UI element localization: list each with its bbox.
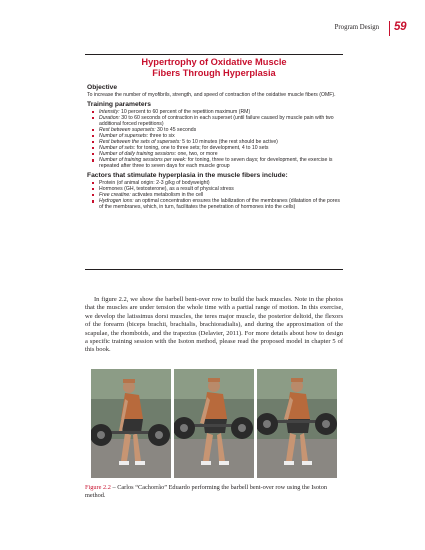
item-text: Hormones (GH, testosterone), as a result of physical stress [99, 186, 234, 193]
item-label: Number of training sessions per week: [99, 157, 187, 164]
item-label: Intensity: [99, 108, 120, 115]
athlete-photo-end-position [257, 369, 337, 478]
box-title [85, 57, 343, 79]
figure-label: Figure 2.2 [85, 484, 111, 491]
box-title-line-1: Hypertrophy of Oxidative Muscle [141, 57, 287, 67]
figure-caption [85, 484, 343, 499]
photo-2 [174, 369, 254, 478]
item-label: Rest between supersets: [99, 126, 156, 133]
params-list [87, 109, 343, 170]
item-label: Hydrogen ions: [99, 198, 134, 205]
factors-list [87, 180, 343, 210]
item-label: Number of sets: [99, 145, 136, 152]
item-text: 30 to 45 seconds [155, 126, 197, 133]
item-text: 5 to 10 minutes (the rest should be active) [180, 139, 278, 146]
item-text: 10 percent to 60 percent of the repetition maximum (RM) [119, 108, 251, 115]
athlete-photo-mid-position [174, 369, 254, 478]
item-label: Free creatine: [99, 192, 131, 199]
body-paragraph: In figure 2.2, we show the barbell bent-over row to build the back muscles. Note in the photos that the muscles are under tension the whole time with a partial range of motion. In this exercise, we develop the latissimus dorsi muscles, the teres major muscle, the posterior deltoid, the flexors of the forearm (biceps brachii, brachialis, brachioradialis), and during the approximation of the scapulae, the rhomboids, and the trapezius (Delavier, 2011). For more details about how to design a specific training session with the Isoton method, please read the proposed model in chapter 5 of this book. [85, 296, 343, 354]
figure-caption-text: – Carlos “Cachorrão” Eduardo performing the barbell bent-over row using the Isoton method. [85, 484, 328, 499]
item-label: Number of supersets: [99, 132, 149, 139]
item-text: activates metabolism in the cell [130, 192, 204, 199]
box-content [87, 84, 343, 213]
item-text: one, two, or more [176, 151, 218, 158]
sidebar-box [85, 54, 343, 270]
page-number: 59 [394, 21, 407, 33]
item-text: three to six [148, 132, 175, 139]
figure-photos [91, 369, 338, 478]
item-text: 30 to 60 seconds of contraction in each superset (until failure caused by muscle pain with two additional forced repetitions) [99, 114, 334, 127]
athlete-photo-start-position [91, 369, 171, 478]
list-item [87, 157, 343, 169]
objective-text: To increase the number of myofibrils, strength, and speed of contraction of the oxidative muscle fibers (OMF). [87, 92, 336, 98]
params-heading: Training parameters [87, 100, 151, 108]
box-title-line-2: Fibers Through Hyperplasia [152, 68, 276, 78]
box-bottom-rule [85, 269, 343, 270]
running-head-rule [389, 21, 390, 36]
photo-1 [91, 369, 171, 478]
photo-3 [257, 369, 337, 478]
item-label: Number of daily training sessions: [99, 151, 177, 158]
objective-heading: Objective [87, 84, 118, 91]
list-item [87, 198, 343, 210]
item-text: for toning, one to three sets; for development, 4 to 10 sets [135, 145, 269, 152]
item-label: Rest between the sets of supersets: [99, 139, 181, 146]
item-text: an optimal concentration ensures the labilization of the membranes (dilatation of the pores of the membranes, which, in turn, facilitates the penetration of hormones into the cells) [99, 198, 340, 211]
item-text: Protein (of animal origin: 2-3 g/kg of bodyweight) [99, 180, 210, 187]
running-head: Program Design [334, 24, 379, 31]
item-text: for toning, three to seven days; for development, the exercise is repeated after three to seven days for each muscle group [99, 157, 333, 170]
box-top-rule [85, 54, 343, 55]
list-item [87, 115, 343, 127]
item-label: Duration: [99, 114, 120, 121]
factors-heading: Factors that stimulate hyperplasia in the muscle fibers include: [87, 172, 288, 180]
